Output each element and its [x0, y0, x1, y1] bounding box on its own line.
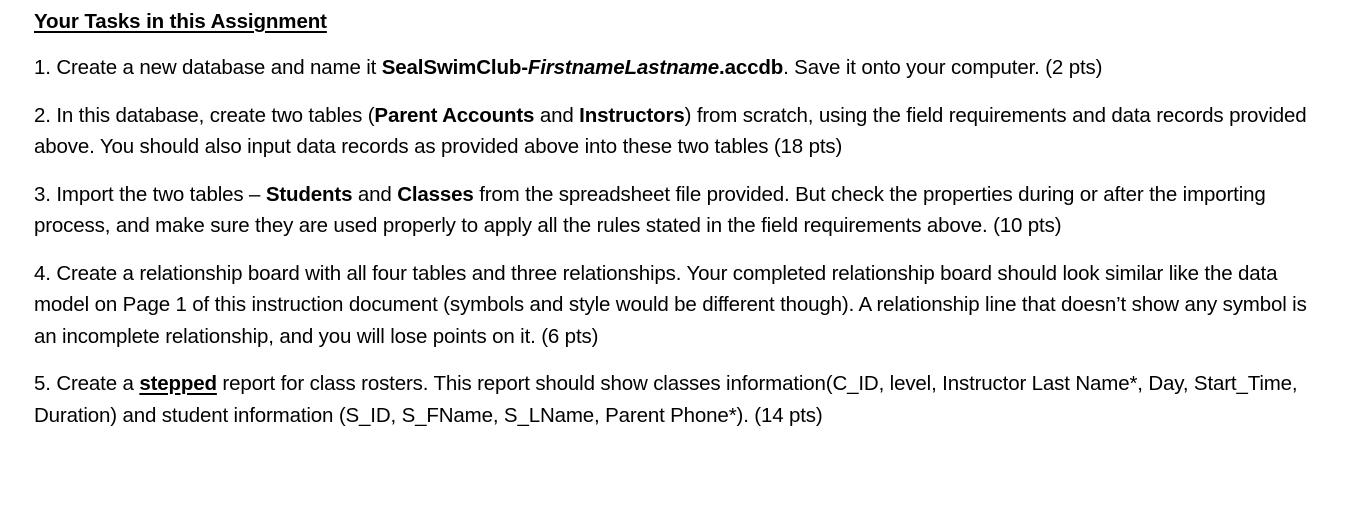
task-text: 1. Create a new database and name it	[34, 56, 382, 79]
task-text: from the spreadsheet file provided. But check the properties during or after the importing process, and make sure they are used properly to apply all the rules stated in the field requirements above. (10 pts)	[34, 182, 1266, 237]
task-text: report for class rosters. This report should show classes information(C_ID, level, Instructor Last Name*, Day, Start_Time, Duration) and student information (S_ID, S_FName, S_LName, Parent Phone*). (14 pts)	[34, 372, 1298, 427]
task-text: 3. Import the two tables –	[34, 182, 266, 206]
task-text: 5. Create a	[34, 372, 140, 395]
task-text: ) from scratch, using the field requirements and data records provided above. You should also input data records as provided above into these two tables (18 pts)	[34, 103, 1307, 158]
task-5	[34, 368, 1334, 431]
task-1	[34, 52, 1334, 84]
file-extension: .accdb	[719, 56, 784, 79]
table-name-parent-accounts: Parent Accounts	[374, 103, 535, 127]
task-text: 2. In this database, create two tables (	[34, 103, 375, 127]
table-name-instructors: Instructors	[579, 103, 685, 127]
table-name-classes: Classes	[397, 182, 474, 206]
task-3	[34, 179, 1334, 242]
task-text: and	[352, 182, 398, 206]
report-type-stepped: stepped	[139, 372, 217, 395]
task-4	[34, 258, 1334, 353]
task-text: and	[534, 103, 580, 127]
task-2	[34, 100, 1334, 163]
file-name-placeholder: FirstnameLastname	[527, 56, 720, 79]
table-name-students: Students	[265, 182, 353, 206]
task-text: 4. Create a relationship board with all four tables and three relationships. Your completed relationship board should look similar like the data model on Page 1 of this instruction document (symbols and style would be different though). A relationship line that doesn’t show any symbol is an incomplete relationship, and you will lose points on it. (6 pts)	[34, 261, 1307, 348]
section-heading: Your Tasks in this Assignment	[34, 10, 327, 33]
file-name-bold: SealSwimClub-	[381, 56, 528, 79]
task-text: . Save it onto your computer. (2 pts)	[783, 56, 1103, 79]
assignment-document	[34, 8, 1334, 447]
